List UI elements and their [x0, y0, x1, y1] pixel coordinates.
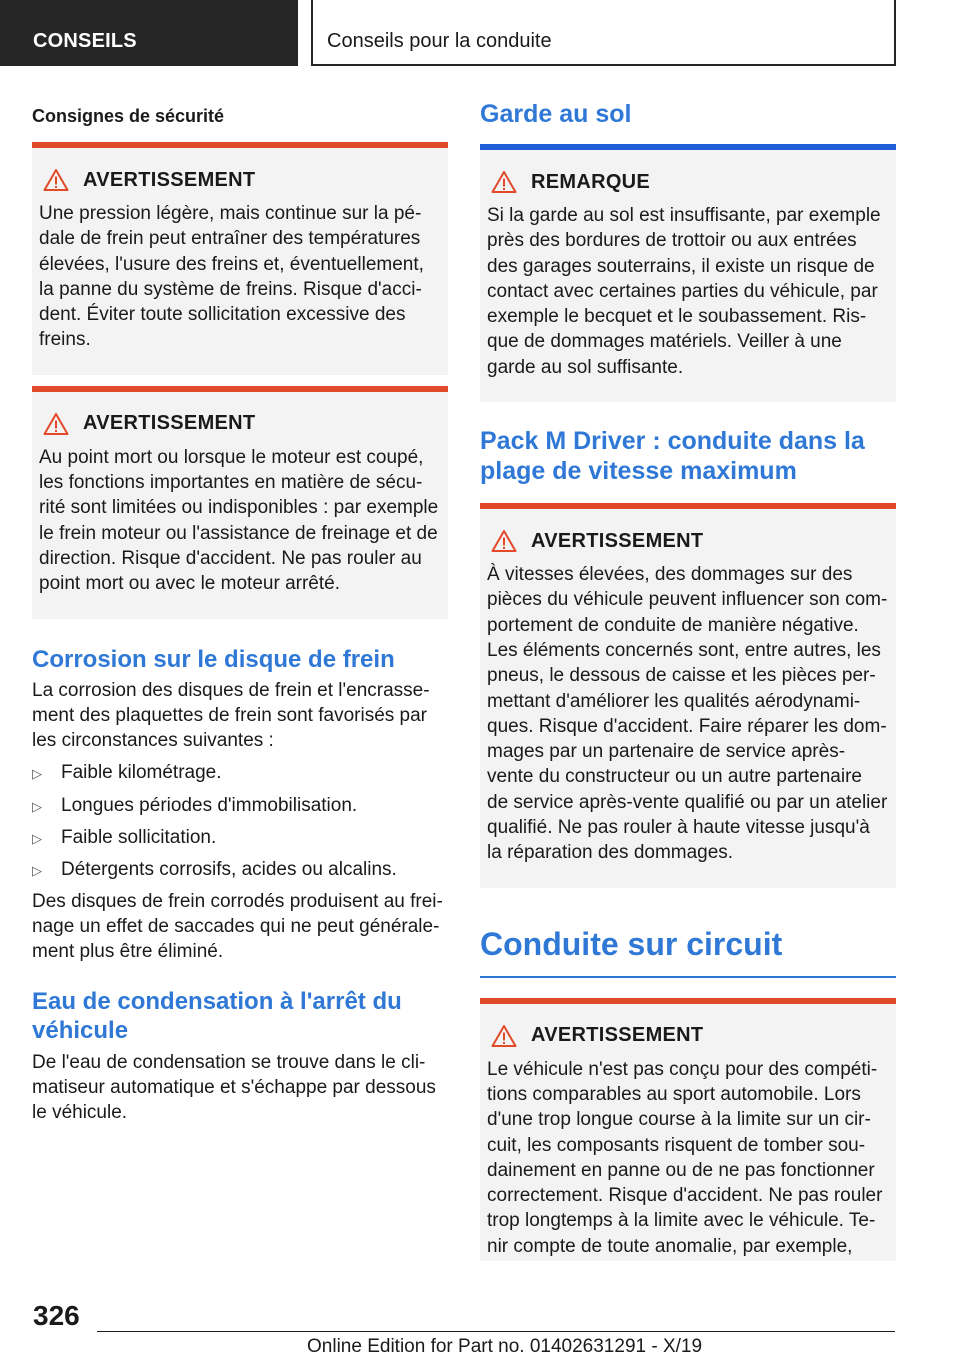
warning-text: À vitesses élevées, des dommages sur des pièces du véhicule peuvent influencer son comportement de conduite de manière négative. Les éléments concernés sont, entre autres, les pneus, le dessous de caisse et les pièces permettant d'améliorer les qualités aérodynamiques. Risque d'accident. Faire réparer les dommages par un partenaire de service après-vente du constructeur ou un autre partenaire de service après-vente qualifié ou par un atelier qualifié. Ne pas rouler à haute vitesse jusqu'à la réparation des dommages. — [487, 564, 888, 864]
footer-rule — [97, 1331, 895, 1332]
warning-box — [480, 998, 896, 1261]
corrosion-outro: Des disques de frein corrodés produisent au freinage un effet de saccades qui ne peut généralement plus être éliminé. — [32, 890, 443, 963]
page-number: 326 — [33, 1300, 80, 1331]
page-header — [0, 0, 960, 66]
warning-box — [480, 503, 896, 888]
list-item: ▷ Détergents corrosifs, acides ou alcalins. — [32, 854, 448, 886]
warning-box — [32, 386, 448, 619]
warning-triangle-icon — [491, 529, 517, 553]
bullet-triangle-icon: ▷ — [32, 831, 42, 847]
circuit-heading: Conduite sur circuit — [480, 925, 783, 962]
mdriver-heading: Pack M Driver : conduite dans la plage de vitesse maximum — [480, 427, 865, 486]
list-item: ▷ Longues périodes d'immobilisation. — [32, 790, 448, 822]
bullet-triangle-icon: ▷ — [32, 863, 42, 879]
corrosion-list — [32, 757, 448, 886]
note-text: Si la garde au sol est insuffisante, par exemple près des bordures de trottoir ou aux entrées des garages souterrains, il existe un risque de contact avec certaines parties du véhicule, par exemple le becquet et le soubassement. Risque de dommages matériels. Veiller à une garde au sol suffisante. — [487, 205, 881, 378]
list-item: ▷ Faible sollicitation. — [32, 822, 448, 854]
warning-triangle-icon — [43, 168, 69, 192]
bullet-triangle-icon: ▷ — [32, 766, 42, 782]
corrosion-heading: Corrosion sur le disque de frein — [32, 645, 395, 673]
warning-triangle-icon — [43, 412, 69, 436]
edition-text: Online Edition for Part no. 01402631291 - X/19 — [307, 1336, 703, 1357]
bullet-triangle-icon: ▷ — [32, 798, 42, 814]
section-tab: CONSEILS — [0, 0, 298, 66]
note-title: REMARQUE — [531, 170, 651, 193]
chapter-title: Conseils pour la conduite — [311, 0, 896, 66]
safety-label: Consignes de sécurité — [32, 106, 225, 126]
warning-text: Au point mort ou lorsque le moteur est coupé, les fonctions importantes en matière de sécurité sont limitées ou indisponibles : par exemple le frein moteur ou l'assistance de freinage et de direction. Risque d'accident. Ne pas rouler au point mort ou avec le moteur arrêté. — [39, 446, 439, 595]
warning-title: AVERTISSEMENT — [531, 529, 704, 552]
condensation-heading: Eau de condensation à l'arrêt du véhicule — [32, 987, 402, 1044]
left-column — [32, 100, 448, 1125]
warning-title: AVERTISSEMENT — [83, 412, 256, 435]
heading-rule — [480, 976, 896, 978]
warning-title: AVERTISSEMENT — [83, 168, 256, 191]
ground-heading: Garde au sol — [480, 100, 632, 128]
note-box — [480, 144, 896, 402]
warning-title: AVERTISSEMENT — [531, 1024, 704, 1047]
warning-triangle-icon — [491, 170, 517, 194]
condensation-text: De l'eau de condensation se trouve dans le climatiseur automatique et s'échappe par dessous le véhicule. — [32, 1051, 436, 1124]
warning-text: Une pression légère, mais continue sur la pédale de frein peut entraîner des températures élevées, l'usure des freins et, éventuellement, la panne du système de freins. Risque d'accident. Éviter toute sollicitation excessive des freins. — [39, 203, 424, 351]
corrosion-intro: La corrosion des disques de frein et l'encrassement des plaquettes de frein sont favorisés par les circonstances suivantes : — [32, 679, 430, 752]
list-item: ▷ Faible kilométrage. — [32, 757, 448, 789]
warning-text: Le véhicule n'est pas conçu pour des compétitions comparables au sport automobile. Lors d'une trop longue course à la limite sur un circuit, les composants risquent de tomber soudainement en panne ou de ne pas fonctionner correctement. Risque d'accident. Ne pas rouler trop longtemps à la limite avec le véhicule. Tenir compte de toute anomalie, par exemple, — [487, 1058, 883, 1257]
right-column — [480, 100, 896, 1261]
warning-triangle-icon — [491, 1024, 517, 1048]
warning-box — [32, 142, 448, 375]
